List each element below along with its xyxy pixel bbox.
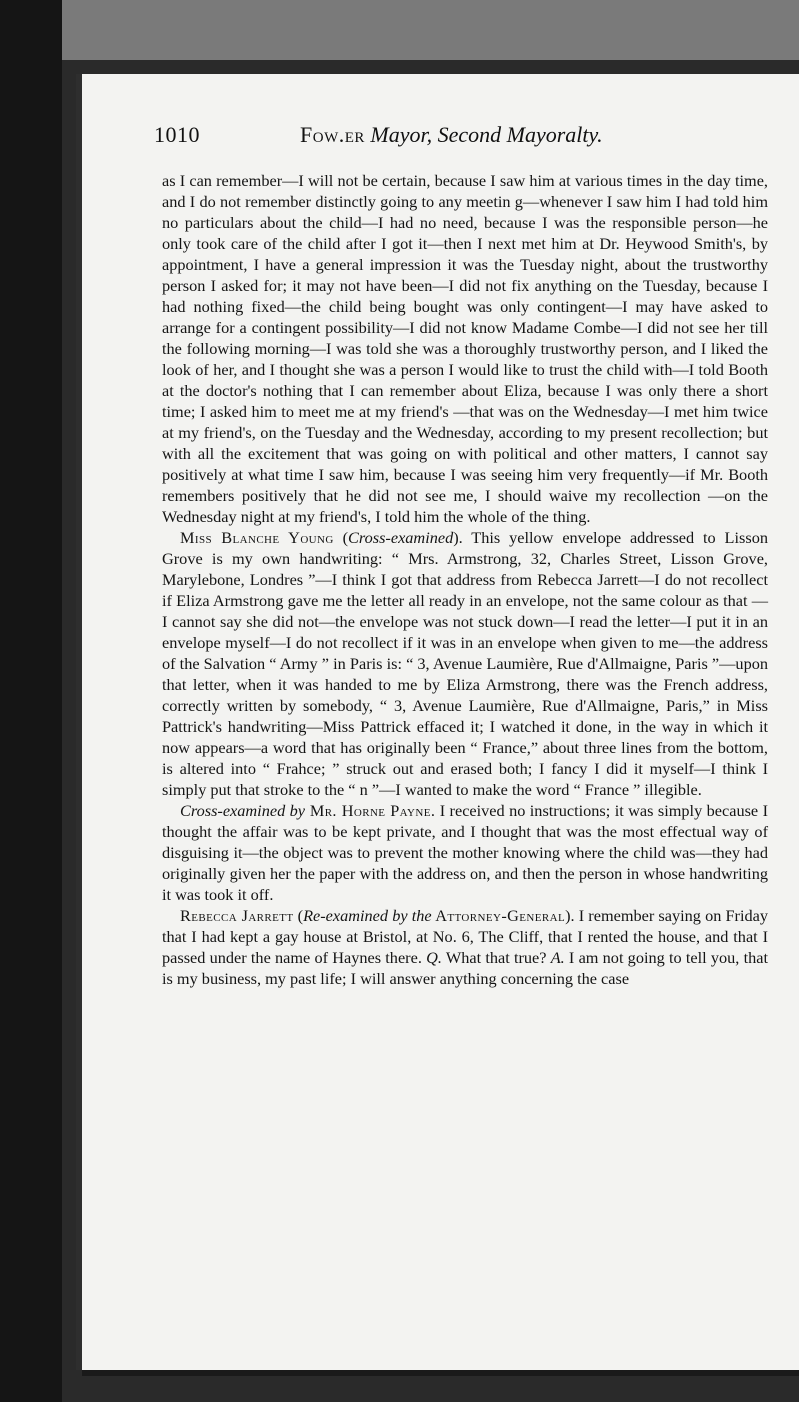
paragraph-blanche-young [162, 527, 768, 800]
note-open: ( [293, 906, 304, 925]
page-body [162, 170, 768, 989]
book-page [82, 74, 799, 1370]
paragraph-text: This yellow envelope addressed to Lisson Grove is my own handwriting: “ Mrs. Armstrong, 32, Charles Street, Lisson Grove, Marylebone, Londres ”—I think I got that address from Rebecca Jarrett—I do not recollect if Eliza Armstrong gave me the letter all ready in an envelope, not the same colour as that —I cannot say she did not—the envelope was not stuck down—I read the letter—I put it in an envelope myself—I do not recollect if it was in an envelope when given to me—the address of the Salvation “ Army ” in Paris is: “ 3, Avenue Laumière, Rue d'Allmaigne, Paris ”—upon that letter, when it was handed to me by Eliza Armstrong, there was the French address, correctly written by somebody, “ 3, Avenue Laumière, Rue d'Allmaigne, Paris,” in Miss Pattrick's handwriting—Miss Pattrick effaced it; I watched it done, in the way in which it now appears—a word that has originally been “ France,” about three lines from the bottom, is altered into “ Frahce; ” struck out and erased both; I fancy I did it myself—I think I simply put that stroke to the “ n ”—I wanted to make the word “ France ” illegible. [162, 528, 768, 799]
paragraph-continuation [162, 170, 768, 527]
page-header [154, 122, 794, 154]
examination-note: Cross-examined [348, 528, 454, 547]
scan-background-left [0, 0, 62, 1402]
paragraph-text: I received no instructions; it was simply because I thought the affair was to be kept private, and I thought that was the most effectual way of disguising it—the object was to prevent the mother knowing where the child was—they had originally given her the paper with the address on, and then the person in whose handwriting it was took it off. [162, 801, 768, 904]
scan-background-top [0, 0, 799, 60]
note-close: ). [453, 528, 463, 547]
note-speaker: Attorney-General [431, 906, 566, 925]
examination-note: Re-examined by the [303, 906, 432, 925]
note-open: ( [333, 528, 349, 547]
running-title-prefix: Fow.er [300, 122, 365, 147]
speaker-name: Rebecca Jarrett [180, 906, 294, 925]
question-marker: Q. [426, 948, 442, 967]
running-title [300, 122, 603, 148]
paragraph-rebecca-jarrett [162, 905, 768, 989]
speaker-name: Miss Blanche Young [180, 528, 334, 547]
paragraph-text: as I can remember—I will not be certain, because I saw him at various times in the day time, and I do not remember distinctly going to any meetin g—whenever I saw him I had told him no particulars about the child—I had no need, because I was the responsible person—he only took care of the child after I got it—then I next met him at Dr. Heywood Smith's, by appointment, I have a general impression it was the Tuesday night, about the trustworthy person I asked for; it may not have been—I did not fix anything on the Tuesday, because I had nothing fixed—the child being bought was only contingent—I may have asked to arrange for a contingent possibility—I did not know Madame Combe—I did not see her till the following morning—I was told she was a thoroughly trustworthy person, and I liked the look of her, and I thought she was a person I would like to trust the child with—I told Booth at the doctor's nothing that I can remember about Eliza, because I was only there a short time; I asked him to meet me at my friend's —that was on the Wednesday—I met him twice at my friend's, on the Tuesday and the Wednesday, according to my present recollection; but with all the excitement that was going on with political and other matters, I cannot say positively at what time I saw him, because I was seeing him very frequently—if Mr. Booth remembers positively that he did not see me, I should waive my recollection —on the Wednesday night at my friend's, I told him the whole of the thing. [162, 171, 768, 526]
paragraph-text-c: I am not going to tell you, that is my business, my past life; I will answer anything concerning the case [162, 948, 768, 988]
answer-marker: A. [550, 948, 565, 967]
paragraph-text-a: I remember saying on Friday that I had kept a gay house at Bristol, at No. 6, The Cliff, that I rented the house, and that I passed under the name of Haynes there. [162, 906, 769, 967]
running-title-italic: Mayor, Second Mayoralty. [370, 122, 603, 147]
paragraph-text-b: What that true? [441, 948, 551, 967]
page-number: 1010 [154, 122, 200, 147]
examination-label: Cross-examined by [180, 801, 305, 820]
paragraph-cross-examination [162, 800, 768, 905]
note-close: ). [565, 906, 575, 925]
speaker-name: Mr. Horne Payne. [305, 801, 436, 820]
